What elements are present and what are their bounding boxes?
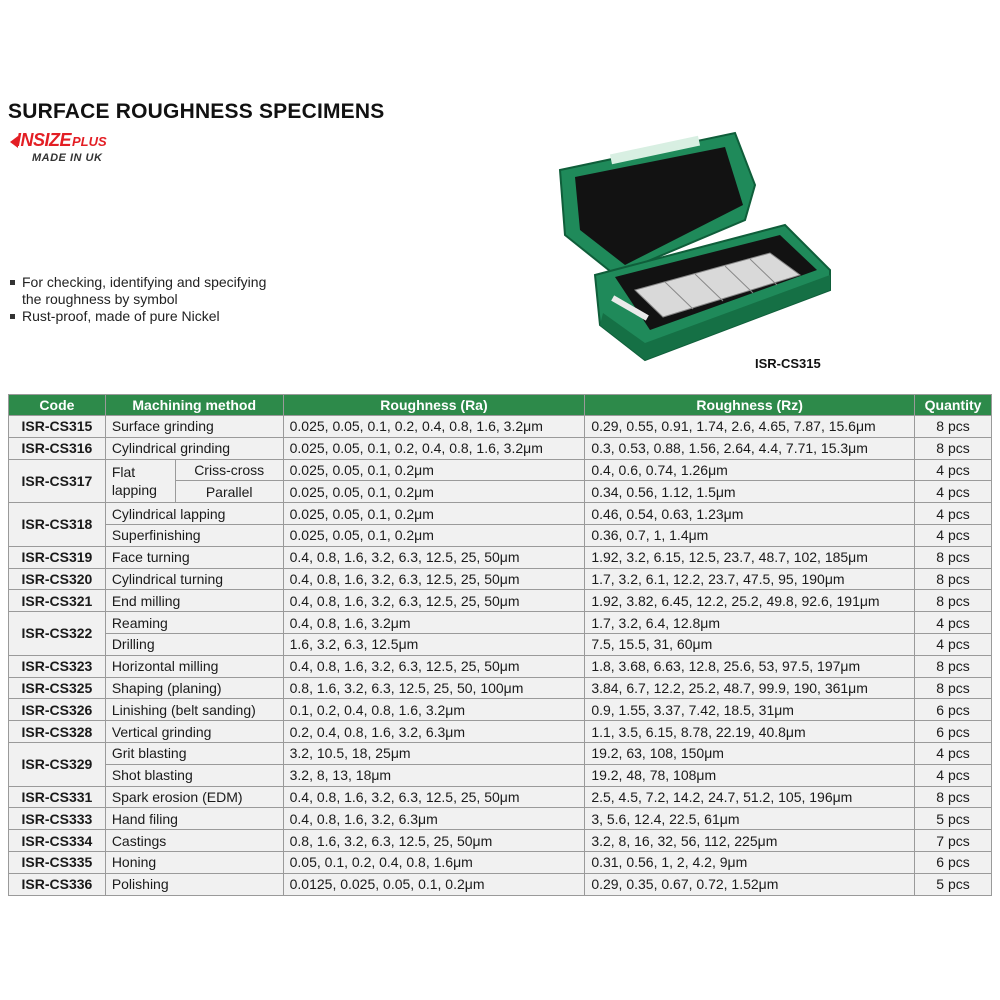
- table-row: [9, 612, 992, 634]
- cell-qty: 5 pcs: [915, 873, 992, 895]
- table-header-row: [9, 395, 992, 416]
- cell-qty: 8 pcs: [915, 655, 992, 677]
- cell-method: Castings: [105, 830, 283, 852]
- cell-qty: 6 pcs: [915, 851, 992, 873]
- cell-qty: 5 pcs: [915, 808, 992, 830]
- table-row: [9, 633, 992, 655]
- cell-code: ISR-CS334: [9, 830, 106, 852]
- header-method: Machining method: [105, 395, 283, 416]
- table-row: [9, 830, 992, 852]
- page-title: SURFACE ROUGHNESS SPECIMENS: [8, 100, 385, 123]
- cell-method: Hand filing: [105, 808, 283, 830]
- table-row: [9, 873, 992, 895]
- cell-qty: 8 pcs: [915, 677, 992, 699]
- table-row: [9, 851, 992, 873]
- cell-method: Grit blasting: [105, 742, 283, 764]
- cell-ra: 0.025, 0.05, 0.1, 0.2μm: [283, 524, 585, 546]
- cell-rz: 1.92, 3.82, 6.45, 12.2, 25.2, 49.8, 92.6, 191μm: [585, 590, 915, 612]
- cell-rz: 0.29, 0.35, 0.67, 0.72, 1.52μm: [585, 873, 915, 895]
- table-row: [9, 764, 992, 786]
- cell-method: Honing: [105, 851, 283, 873]
- cell-ra: 0.4, 0.8, 1.6, 3.2, 6.3, 12.5, 25, 50μm: [283, 546, 585, 568]
- cell-qty: 8 pcs: [915, 568, 992, 590]
- cell-ra: 0.025, 0.05, 0.1, 0.2μm: [283, 459, 585, 481]
- cell-ra: 0.4, 0.8, 1.6, 3.2μm: [283, 612, 585, 634]
- cell-ra: 0.4, 0.8, 1.6, 3.2, 6.3, 12.5, 25, 50μm: [283, 786, 585, 808]
- cell-ra: 1.6, 3.2, 6.3, 12.5μm: [283, 633, 585, 655]
- cell-code: ISR-CS333: [9, 808, 106, 830]
- cell-qty: 6 pcs: [915, 721, 992, 743]
- cell-code: ISR-CS318: [9, 503, 106, 547]
- table-row: [9, 590, 992, 612]
- cell-qty: 4 pcs: [915, 612, 992, 634]
- table-row: [9, 437, 992, 459]
- cell-rz: 0.3, 0.53, 0.88, 1.56, 2.64, 4.4, 7.71, 15.3μm: [585, 437, 915, 459]
- cell-method: Parallel: [175, 481, 283, 503]
- cell-rz: 1.8, 3.68, 6.63, 12.8, 25.6, 53, 97.5, 197μm: [585, 655, 915, 677]
- cell-rz: 0.36, 0.7, 1, 1.4μm: [585, 524, 915, 546]
- cell-rz: 1.1, 3.5, 6.15, 8.78, 22.19, 40.8μm: [585, 721, 915, 743]
- cell-ra: 0.1, 0.2, 0.4, 0.8, 1.6, 3.2μm: [283, 699, 585, 721]
- cell-method: Drilling: [105, 633, 283, 655]
- brand-logo: [10, 130, 107, 152]
- cell-qty: 4 pcs: [915, 742, 992, 764]
- cell-code: ISR-CS320: [9, 568, 106, 590]
- header-rz: Roughness (Rz): [585, 395, 915, 416]
- cell-code: ISR-CS325: [9, 677, 106, 699]
- cell-rz: 19.2, 63, 108, 150μm: [585, 742, 915, 764]
- cell-qty: 4 pcs: [915, 633, 992, 655]
- cell-ra: 0.025, 0.05, 0.1, 0.2, 0.4, 0.8, 1.6, 3.2μm: [283, 416, 585, 438]
- cell-method: Polishing: [105, 873, 283, 895]
- cell-method: Criss-cross: [175, 459, 283, 481]
- cell-rz: 1.7, 3.2, 6.1, 12.2, 23.7, 47.5, 95, 190μm: [585, 568, 915, 590]
- cell-method: Cylindrical lapping: [105, 503, 283, 525]
- cell-qty: 4 pcs: [915, 459, 992, 481]
- cell-rz: 0.46, 0.54, 0.63, 1.23μm: [585, 503, 915, 525]
- feature-item: For checking, identifying and specifying the roughness by symbol: [10, 274, 266, 308]
- cell-ra: 0.4, 0.8, 1.6, 3.2, 6.3, 12.5, 25, 50μm: [283, 590, 585, 612]
- cell-ra: 0.4, 0.8, 1.6, 3.2, 6.3μm: [283, 808, 585, 830]
- cell-code: ISR-CS316: [9, 437, 106, 459]
- cell-method: Linishing (belt sanding): [105, 699, 283, 721]
- cell-method: End milling: [105, 590, 283, 612]
- cell-method: Face turning: [105, 546, 283, 568]
- cell-qty: 4 pcs: [915, 503, 992, 525]
- cell-ra: 0.0125, 0.025, 0.05, 0.1, 0.2μm: [283, 873, 585, 895]
- cell-code: ISR-CS336: [9, 873, 106, 895]
- table-row: [9, 524, 992, 546]
- cell-rz: 7.5, 15.5, 31, 60μm: [585, 633, 915, 655]
- cell-method: Cylindrical turning: [105, 568, 283, 590]
- table-row: [9, 677, 992, 699]
- cell-ra: 0.05, 0.1, 0.2, 0.4, 0.8, 1.6μm: [283, 851, 585, 873]
- brand-name: INSIZE: [16, 130, 72, 150]
- cell-ra: 3.2, 8, 13, 18μm: [283, 764, 585, 786]
- header-code: Code: [9, 395, 106, 416]
- brand-suffix: PLUS: [72, 134, 107, 149]
- header-ra: Roughness (Ra): [283, 395, 585, 416]
- header-qty: Quantity: [915, 395, 992, 416]
- cell-method: Horizontal milling: [105, 655, 283, 677]
- cell-rz: 0.29, 0.55, 0.91, 1.74, 2.6, 4.65, 7.87, 15.6μm: [585, 416, 915, 438]
- cell-code: ISR-CS317: [9, 459, 106, 503]
- cell-code: ISR-CS322: [9, 612, 106, 656]
- cell-ra: 0.8, 1.6, 3.2, 6.3, 12.5, 25, 50, 100μm: [283, 677, 585, 699]
- cell-rz: 1.92, 3.2, 6.15, 12.5, 23.7, 48.7, 102, 185μm: [585, 546, 915, 568]
- cell-ra: 0.025, 0.05, 0.1, 0.2μm: [283, 481, 585, 503]
- cell-code: ISR-CS315: [9, 416, 106, 438]
- table-row: [9, 742, 992, 764]
- cell-qty: 8 pcs: [915, 437, 992, 459]
- cell-rz: 19.2, 48, 78, 108μm: [585, 764, 915, 786]
- feature-list: [10, 274, 266, 325]
- table-row: [9, 655, 992, 677]
- cell-code: ISR-CS326: [9, 699, 106, 721]
- made-in-label: MADE IN UK: [32, 152, 103, 164]
- cell-code: ISR-CS335: [9, 851, 106, 873]
- cell-method: Shaping (planing): [105, 677, 283, 699]
- specimen-table: [8, 394, 992, 896]
- cell-method: Vertical grinding: [105, 721, 283, 743]
- cell-qty: 8 pcs: [915, 416, 992, 438]
- cell-method-group: Flat lapping: [105, 459, 175, 503]
- product-caption: ISR-CS315: [755, 356, 821, 371]
- cell-rz: 1.7, 3.2, 6.4, 12.8μm: [585, 612, 915, 634]
- cell-method: Cylindrical grinding: [105, 437, 283, 459]
- table-row: [9, 546, 992, 568]
- cell-ra: 0.2, 0.4, 0.8, 1.6, 3.2, 6.3μm: [283, 721, 585, 743]
- cell-qty: 6 pcs: [915, 699, 992, 721]
- cell-method: Superfinishing: [105, 524, 283, 546]
- cell-rz: 0.31, 0.56, 1, 2, 4.2, 9μm: [585, 851, 915, 873]
- cell-rz: 0.9, 1.55, 3.37, 7.42, 18.5, 31μm: [585, 699, 915, 721]
- cell-code: ISR-CS328: [9, 721, 106, 743]
- cell-qty: 8 pcs: [915, 590, 992, 612]
- cell-qty: 8 pcs: [915, 546, 992, 568]
- table-row: [9, 503, 992, 525]
- cell-qty: 4 pcs: [915, 481, 992, 503]
- cell-code: ISR-CS321: [9, 590, 106, 612]
- table-row: [9, 416, 992, 438]
- cell-rz: 0.4, 0.6, 0.74, 1.26μm: [585, 459, 915, 481]
- cell-rz: 3.84, 6.7, 12.2, 25.2, 48.7, 99.9, 190, 361μm: [585, 677, 915, 699]
- cell-qty: 7 pcs: [915, 830, 992, 852]
- cell-method: Surface grinding: [105, 416, 283, 438]
- cell-method: Shot blasting: [105, 764, 283, 786]
- cell-qty: 4 pcs: [915, 524, 992, 546]
- table-row: [9, 699, 992, 721]
- cell-ra: 0.025, 0.05, 0.1, 0.2, 0.4, 0.8, 1.6, 3.2μm: [283, 437, 585, 459]
- table-row: [9, 721, 992, 743]
- cell-method: Spark erosion (EDM): [105, 786, 283, 808]
- cell-ra: 3.2, 10.5, 18, 25μm: [283, 742, 585, 764]
- cell-qty: 4 pcs: [915, 764, 992, 786]
- cell-code: ISR-CS319: [9, 546, 106, 568]
- cell-rz: 0.34, 0.56, 1.12, 1.5μm: [585, 481, 915, 503]
- cell-ra: 0.8, 1.6, 3.2, 6.3, 12.5, 25, 50μm: [283, 830, 585, 852]
- cell-qty: 8 pcs: [915, 786, 992, 808]
- cell-rz: 3.2, 8, 16, 32, 56, 112, 225μm: [585, 830, 915, 852]
- table-row: [9, 459, 992, 481]
- product-case-image: [555, 125, 855, 375]
- table-row: [9, 786, 992, 808]
- cell-ra: 0.4, 0.8, 1.6, 3.2, 6.3, 12.5, 25, 50μm: [283, 655, 585, 677]
- table-row: [9, 808, 992, 830]
- feature-item: Rust-proof, made of pure Nickel: [10, 308, 266, 325]
- cell-code: ISR-CS323: [9, 655, 106, 677]
- cell-rz: 3, 5.6, 12.4, 22.5, 61μm: [585, 808, 915, 830]
- cell-code: ISR-CS331: [9, 786, 106, 808]
- cell-ra: 0.4, 0.8, 1.6, 3.2, 6.3, 12.5, 25, 50μm: [283, 568, 585, 590]
- cell-rz: 2.5, 4.5, 7.2, 14.2, 24.7, 51.2, 105, 196μm: [585, 786, 915, 808]
- cell-code: ISR-CS329: [9, 742, 106, 786]
- cell-method: Reaming: [105, 612, 283, 634]
- table-row: [9, 568, 992, 590]
- cell-ra: 0.025, 0.05, 0.1, 0.2μm: [283, 503, 585, 525]
